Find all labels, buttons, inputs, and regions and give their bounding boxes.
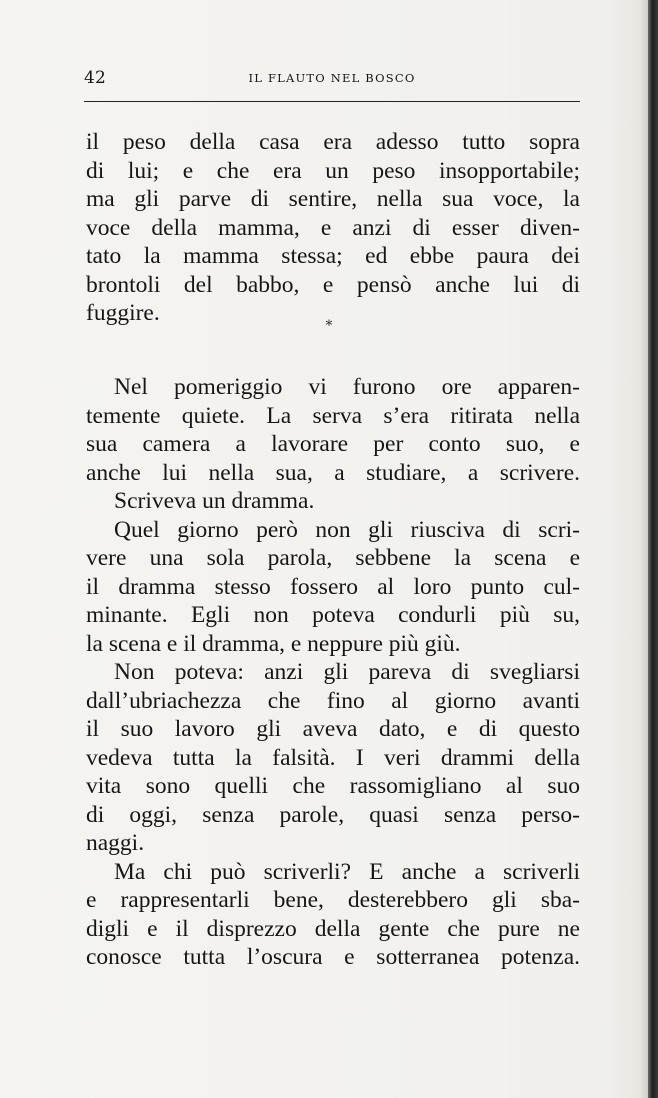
- text-line: Nel pomeriggio vi furono ore apparen-: [114, 374, 580, 400]
- text-line: il dramma stesso fossero al loro punto cul-: [86, 573, 580, 600]
- text-line: vere una sola parola, sebbene la scena e: [86, 545, 580, 571]
- page-header: [84, 66, 580, 96]
- text-block-2: [86, 373, 580, 972]
- text-line: Quel giorno però non gli riusciva di scri-: [114, 516, 580, 543]
- text-line: di lui; e che era un peso insopportabile;: [86, 157, 580, 184]
- text-line: fuggire.: [86, 300, 160, 326]
- page-number: 42: [84, 68, 107, 88]
- text-line: Ma chi può scriverli? E anche a scriverli: [114, 858, 580, 885]
- text-line: anche lui nella sua, a studiare, a scrivere.: [86, 459, 580, 486]
- binding-edge: [648, 0, 658, 1098]
- text-line: voce della mamma, e anzi di esser diven-: [86, 214, 580, 241]
- text-line: il peso della casa era adesso tutto sopra: [86, 129, 580, 155]
- text-line: brontoli del babbo, e pensò anche lui di: [86, 271, 580, 298]
- text-line: dall’ubriachezza che fino al giorno avanti: [86, 687, 580, 714]
- text-line: digli e il disprezzo della gente che pure ne: [86, 915, 580, 942]
- text-line: conosce tutta l’oscura e sotterranea potenza.: [86, 944, 580, 970]
- text-line: tato la mamma stessa; ed ebbe paura dei: [86, 243, 580, 269]
- text-line: Scriveva un dramma.: [114, 488, 315, 514]
- text-line: e rappresentarli bene, desterebbero gli sba-: [86, 887, 580, 913]
- text-line: naggi.: [86, 830, 145, 856]
- text-line: di oggi, senza parole, quasi senza perso-: [86, 801, 580, 828]
- section-separator: *: [325, 318, 333, 334]
- binding-shadow: [640, 0, 648, 1098]
- text-line: sua camera a lavorare per conto suo, e: [86, 431, 580, 457]
- text-line: Non poteva: anzi gli pareva di svegliarsi: [114, 659, 580, 685]
- text-block-1: [86, 128, 580, 328]
- text-line: vita sono quelli che rassomigliano al suo: [86, 773, 580, 799]
- text-line: vedeva tutta la falsità. I veri drammi della: [86, 744, 580, 771]
- text-line: ma gli parve di sentire, nella sua voce, la: [86, 186, 580, 212]
- text-line: il suo lavoro gli aveva dato, e di questo: [86, 716, 580, 742]
- running-title: IL FLAUTO NEL BOSCO: [248, 71, 416, 85]
- text-line: minante. Egli non poteva condurli più su,: [86, 602, 580, 628]
- text-line: la scena e il dramma, e neppure più giù.: [86, 630, 461, 657]
- header-rule: [84, 101, 580, 102]
- text-line: temente quiete. La serva s’era ritirata nella: [86, 402, 580, 429]
